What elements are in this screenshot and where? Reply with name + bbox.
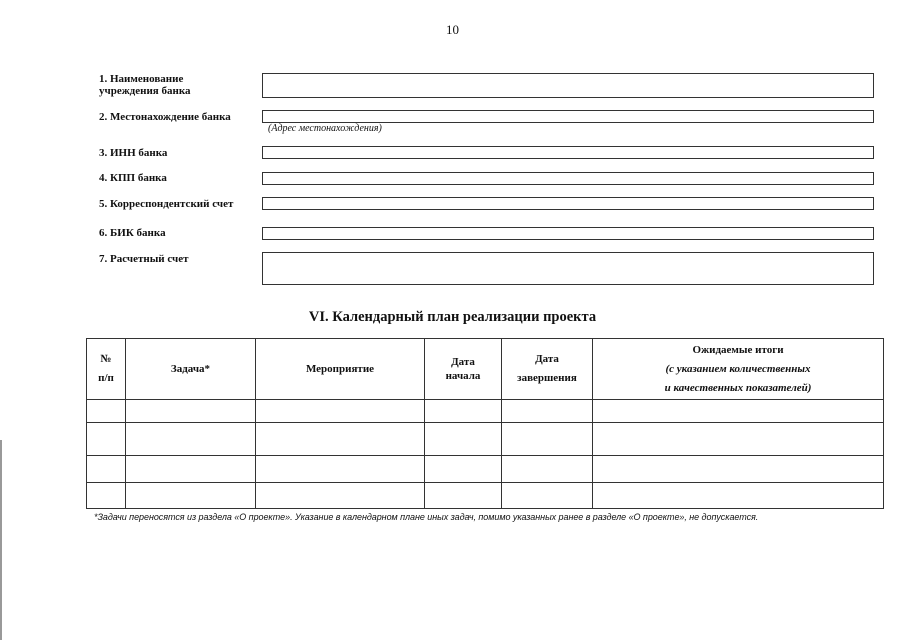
field-label-settlement-account: 7. Расчетный счет [99,253,189,265]
col-header-task: Задача* [126,339,256,400]
table-cell[interactable] [87,483,126,509]
col-header-expected-results [593,339,884,400]
table-cell[interactable] [502,423,593,456]
table-cell[interactable] [256,400,425,423]
table-cell[interactable] [593,456,884,483]
table-cell[interactable] [502,456,593,483]
bank-name-field[interactable] [262,73,874,98]
table-cell[interactable] [126,400,256,423]
table-row [87,423,884,456]
table-cell[interactable] [425,423,502,456]
table-cell[interactable] [87,400,126,423]
table-cell[interactable] [256,456,425,483]
footnote: *Задачи переносятся из раздела «О проекте». Указание в календарном плане иных задач, помимо указанных ранее в разделе «О проекте», не допускается. [94,512,759,522]
table-header-row [87,339,884,400]
table-cell[interactable] [502,483,593,509]
col-header-start-date [425,339,502,400]
table-cell[interactable] [87,456,126,483]
table-cell[interactable] [126,456,256,483]
table-cell[interactable] [126,423,256,456]
col-header-start-date-line2: начала [445,370,481,382]
col-header-end-date [502,339,593,400]
table-cell[interactable] [593,423,884,456]
table-cell[interactable] [256,483,425,509]
table-cell[interactable] [425,400,502,423]
section-title: VI. Календарный план реализации проекта [308,309,597,325]
table-cell[interactable] [425,483,502,509]
table-row [87,456,884,483]
table-cell[interactable] [593,483,884,509]
kpp-field[interactable] [262,172,874,185]
bank-location-hint: (Адрес местонахождения) [268,123,382,134]
page-number: 10 [446,22,459,37]
field-label-correspondent-account: 5. Корреспондентский счет [99,198,234,210]
field-label-bank-location: 2. Местонахождение банка [99,111,231,123]
bik-field[interactable] [262,227,874,240]
field-label-bik: 6. БИК банка [99,227,166,239]
scan-edge-mark [0,440,2,640]
settlement-account-field[interactable] [262,252,874,285]
col-header-event: Мероприятие [256,339,425,400]
table-cell[interactable] [126,483,256,509]
col-header-number-sign: № [100,353,112,365]
table-row [87,400,884,423]
col-header-results-line2: (с указанием количественных [665,362,811,375]
table-cell[interactable] [425,456,502,483]
correspondent-account-field[interactable] [262,197,874,210]
bank-location-field[interactable] [262,110,874,123]
table-cell[interactable] [256,423,425,456]
field-label-inn: 3. ИНН банка [99,147,168,159]
inn-field[interactable] [262,146,874,159]
col-header-results-line1: Ожидаемые итоги [692,343,784,356]
col-header-end-date-line2: завершения [517,372,577,384]
col-header-end-date-line1: Дата [535,353,559,365]
table-cell[interactable] [502,400,593,423]
table-cell[interactable] [593,400,884,423]
table-row [87,483,884,509]
col-header-number [87,339,126,400]
field-label-bank-name: 1. Наименование учреждения банка [99,73,191,97]
field-label-kpp: 4. КПП банка [99,172,167,184]
col-header-number-pp: п/п [98,372,114,384]
calendar-plan-table [86,338,884,509]
col-header-results-line3: и качественных показателей) [664,381,812,394]
table-cell[interactable] [87,423,126,456]
col-header-start-date-line1: Дата [451,356,475,368]
